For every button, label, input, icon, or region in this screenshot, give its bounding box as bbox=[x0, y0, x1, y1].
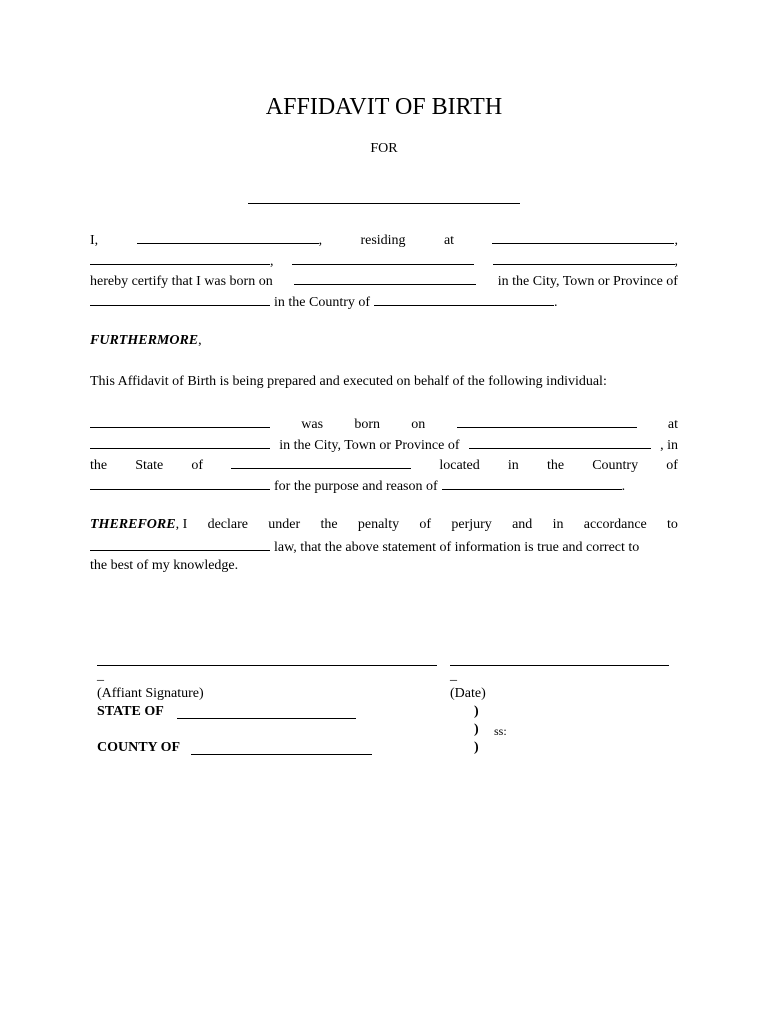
birth-date-blank[interactable] bbox=[294, 270, 476, 285]
paren-1: ) bbox=[474, 704, 479, 719]
paragraph-individual-info bbox=[90, 413, 678, 495]
individual-state-blank[interactable] bbox=[231, 454, 411, 469]
p3-line-2: in the City, Town or Province of , in bbox=[90, 434, 678, 455]
ss-label: ss: bbox=[494, 724, 507, 738]
p1-i: I, bbox=[90, 233, 99, 248]
birth-country-blank[interactable] bbox=[374, 291, 554, 306]
individual-name-blank[interactable] bbox=[90, 413, 270, 428]
p3-line-1: was born on at bbox=[90, 413, 678, 434]
p1-line-4: in the Country of . bbox=[90, 291, 678, 312]
p4-line-3: the best of my knowledge. bbox=[90, 558, 239, 573]
date-label: (Date) bbox=[450, 686, 486, 701]
individual-country-blank[interactable] bbox=[90, 475, 270, 490]
p1-at: at bbox=[443, 233, 455, 248]
affiant-signature-line[interactable] bbox=[97, 665, 437, 666]
affiant-name-blank[interactable] bbox=[137, 229, 319, 244]
p3-line-3: the State of located in the Country of bbox=[90, 454, 678, 475]
date-underscore: _ bbox=[450, 668, 457, 683]
p3-line-4: for the purpose and reason of . bbox=[90, 475, 678, 496]
paragraph-behalf: This Affidavit of Birth is being prepared and executed on behalf of the following individual: bbox=[90, 374, 607, 389]
individual-birth-place-blank[interactable] bbox=[90, 434, 270, 449]
p4-line-2: law, that the above statement of information is true and correct to bbox=[90, 536, 678, 557]
county-of-label: COUNTY OF bbox=[97, 740, 181, 755]
state-of-blank[interactable] bbox=[177, 718, 356, 719]
residence-address-blank-2[interactable] bbox=[90, 250, 270, 265]
residence-address-blank-1[interactable] bbox=[492, 229, 674, 244]
document-title: AFFIDAVIT OF BIRTH bbox=[265, 94, 503, 120]
paren-2: ) bbox=[474, 722, 479, 737]
state-of-label: STATE OF bbox=[97, 704, 164, 719]
p4-line-1: THEREFORE, I declare under the penalty of perjury and in accordance to bbox=[90, 517, 678, 532]
furthermore-heading: FURTHERMORE , bbox=[90, 333, 202, 348]
residence-address-blank-4[interactable] bbox=[493, 250, 675, 265]
paragraph-affiant-info bbox=[90, 229, 678, 311]
for-label: FOR bbox=[370, 141, 398, 156]
date-line[interactable] bbox=[450, 665, 669, 666]
purpose-reason-blank[interactable] bbox=[442, 475, 622, 490]
individual-birth-date-blank[interactable] bbox=[457, 413, 637, 428]
paragraph-therefore bbox=[90, 515, 678, 577]
jurisdiction-law-blank[interactable] bbox=[90, 536, 270, 551]
affiant-signature-underscore: _ bbox=[97, 668, 104, 683]
birth-city-blank[interactable] bbox=[90, 291, 270, 306]
p1-line-1: I, , residing at , bbox=[90, 229, 678, 250]
p1-line-2: , , bbox=[90, 250, 678, 271]
county-of-blank[interactable] bbox=[191, 754, 372, 755]
p1-line-3: hereby certify that I was born on in the City, Town or Province of bbox=[90, 270, 678, 291]
for-name-blank[interactable] bbox=[248, 203, 520, 204]
individual-city-blank[interactable] bbox=[469, 434, 651, 449]
p1-residing: residing bbox=[360, 233, 406, 248]
residence-address-blank-3[interactable] bbox=[292, 250, 474, 265]
affiant-signature-label: (Affiant Signature) bbox=[97, 686, 204, 701]
paren-3: ) bbox=[474, 740, 479, 755]
